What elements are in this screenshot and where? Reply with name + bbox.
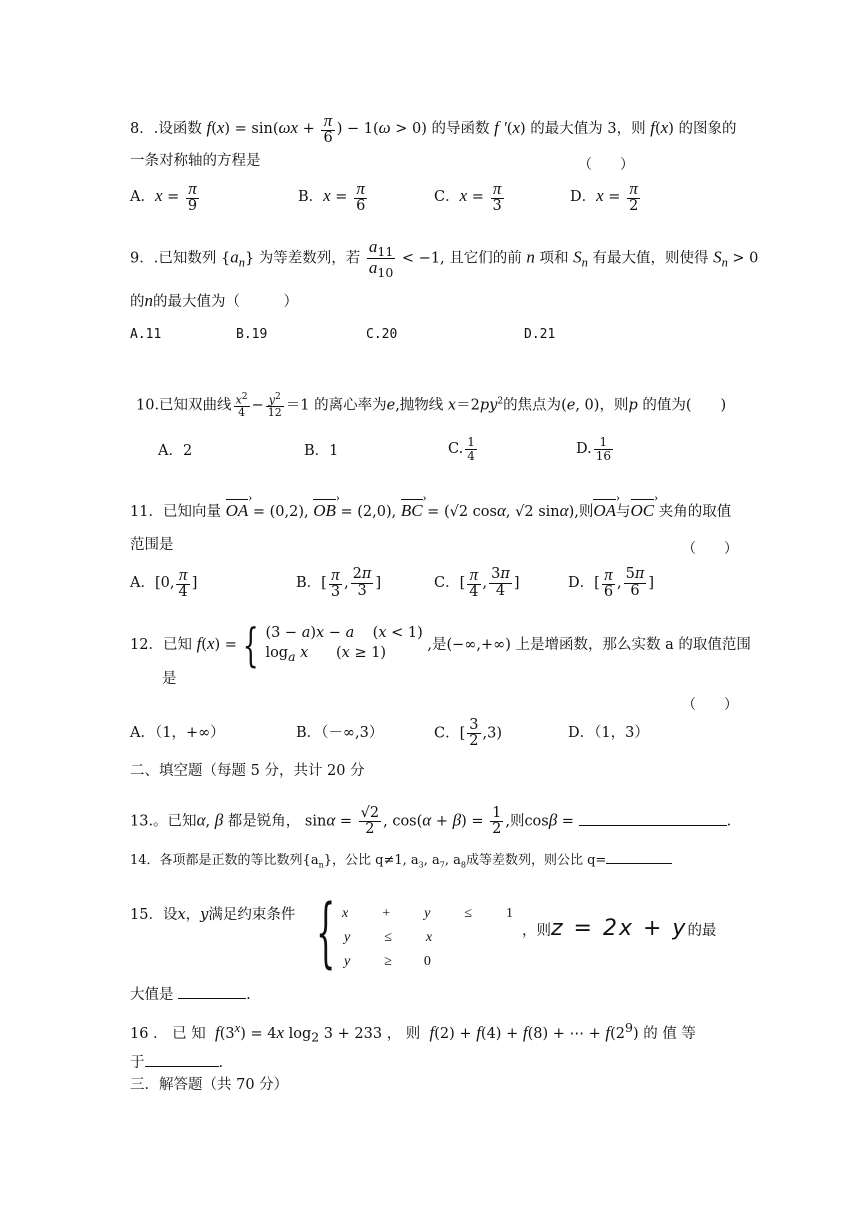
q9-option-d: D.21 (524, 327, 556, 342)
q8-answer-paren: （ ） (578, 157, 634, 173)
q8-option-b: B．x = $\frac{\pi}{6}$ (298, 179, 366, 214)
question-16-line-2: 于 . (130, 1055, 224, 1071)
q8-option-d: D．x = $\frac{\pi}{2}$ (570, 179, 639, 214)
question-10-line-1: 10.已知双曲线 $\frac{x^2}{4}$ − $\frac{y^2}{12}$ ＝1 的离心率为e,抛物线 $x=2py^2$的焦点为(e, 0)，则p 的值为( ) (136, 391, 727, 420)
q9-option-a: A.11 (130, 327, 162, 342)
question-13: 13.。已知α, β 都是锐角， sinα = $\frac{√2}{2}$ , cos(α + β) = $\frac{1}{2}$ ,则cosβ = . (130, 805, 732, 838)
q15-constraint-row-1: x + y ≤ 1 (342, 906, 514, 921)
question-16-line-1: 16 ． 已 知 $f(3^x) = 4x$ $\log_2 3 + 233$ ， 则 f(2) + f(4) + f(8) + ⋯ + $f(2^9)$ 的 值 等 (130, 1020, 696, 1045)
q10-option-c: C. $\frac{1}{4}$ (448, 435, 475, 463)
question-9-line-1: 9．.已知数列 $\{a_n\}$ 为等差数列，若 $\frac{a_{11}}{a_{10}}$ < −1, 且它们的前 n 项和 $S_n$ 有最大值，则使得 $S_n > 0$ (130, 237, 759, 280)
q11-answer-paren: （ ） (682, 541, 738, 557)
question-9-line-2: 的n的最大值为（ ） (130, 291, 298, 310)
q16-answer-blank[interactable] (145, 1066, 219, 1067)
question-15-line-1: 15．设x，y满足约束条件 (130, 907, 296, 923)
q12-option-b: B．（－∞,3） (296, 725, 384, 741)
question-12-line-1: 12．已知 f(x) = { (3 − a)x − a (x < 1) $\log_a x$ (x ≥ 1) ,是(−∞,+∞) 上是增函数，那么实数 a 的取值范围 (130, 618, 751, 672)
q8-option-a: A．x = $\frac{\pi}{9}$ (130, 179, 198, 214)
question-8-line-2: 一条对称轴的方程是 (130, 153, 261, 169)
section-3-heading: 三．解答题（共 70 分） (130, 1077, 289, 1093)
q12-option-a: A．（1，+∞） (130, 725, 225, 741)
q11-option-d: D．[ $\frac{\pi}{6}$ , $\frac{5\pi}{6}$ ] (568, 565, 655, 600)
question-15-line-2: 大值是 . (130, 987, 251, 1003)
q10-option-a: A．2 (158, 443, 193, 459)
q13-answer-blank[interactable] (579, 825, 727, 826)
question-11-line-1: 11．已知向量 › OA = (0,2), › OB = (2,0), › BC = (√2 cosα, √2 sinα),则› OA与› OC 夹角的取值 (130, 502, 731, 520)
q12-answer-paren: （ ） (682, 697, 738, 713)
q15-constraint-row-3: y ≥ 0 (344, 954, 431, 969)
question-8-line-1: 8．.设函数 f(x) = sin(ωx + $\frac{\pi}{6}$ ) − 1(ω > 0) 的导函数 f ′(x) 的最大值为 3，则 f(x) 的图象的 (130, 111, 737, 146)
q10-option-b: B．1 (304, 443, 339, 459)
q15-objective: ，则z = 2x + y的最 (522, 916, 717, 941)
q11-option-c: C．[ $\frac{\pi}{4}$ , $\frac{3\pi}{4}$ ] (434, 565, 520, 600)
q12-option-d: D．（1，3） (568, 725, 649, 741)
q8-option-c: C．x = $\frac{\pi}{3}$ (434, 179, 502, 214)
question-11-line-2: 范围是 (130, 537, 174, 553)
q15-constraint-row-2: y ≤ x (344, 930, 433, 945)
q9-option-c: C.20 (366, 327, 398, 342)
q9-option-b: B.19 (236, 327, 268, 342)
section-2-heading: 二、填空题（每题 5 分，共计 20 分 (130, 763, 365, 779)
q10-option-d: D. $\frac{1}{16}$ (576, 435, 611, 463)
question-14: 14．各项都是正数的等比数列$\{a_n\}$，公比 q≠1, $a_3$, $a_7$, $a_8$成等差数列，则公比 q= (130, 854, 672, 870)
q11-option-b: B．[ $\frac{\pi}{3}$ , $\frac{2\pi}{3}$ ] (296, 565, 382, 600)
q8-number: 8．.设函数 (130, 121, 202, 138)
question-12-line-2: 是 (162, 671, 177, 687)
q12-option-c: C．[ $\frac{3}{2}$ ,3) (434, 717, 503, 750)
q14-answer-blank[interactable] (606, 863, 672, 864)
q15-answer-blank[interactable] (178, 998, 246, 999)
q11-option-a: A．[0, $\frac{\pi}{4}$ ] (130, 565, 198, 600)
q15-constraint-brace: { (316, 887, 336, 976)
